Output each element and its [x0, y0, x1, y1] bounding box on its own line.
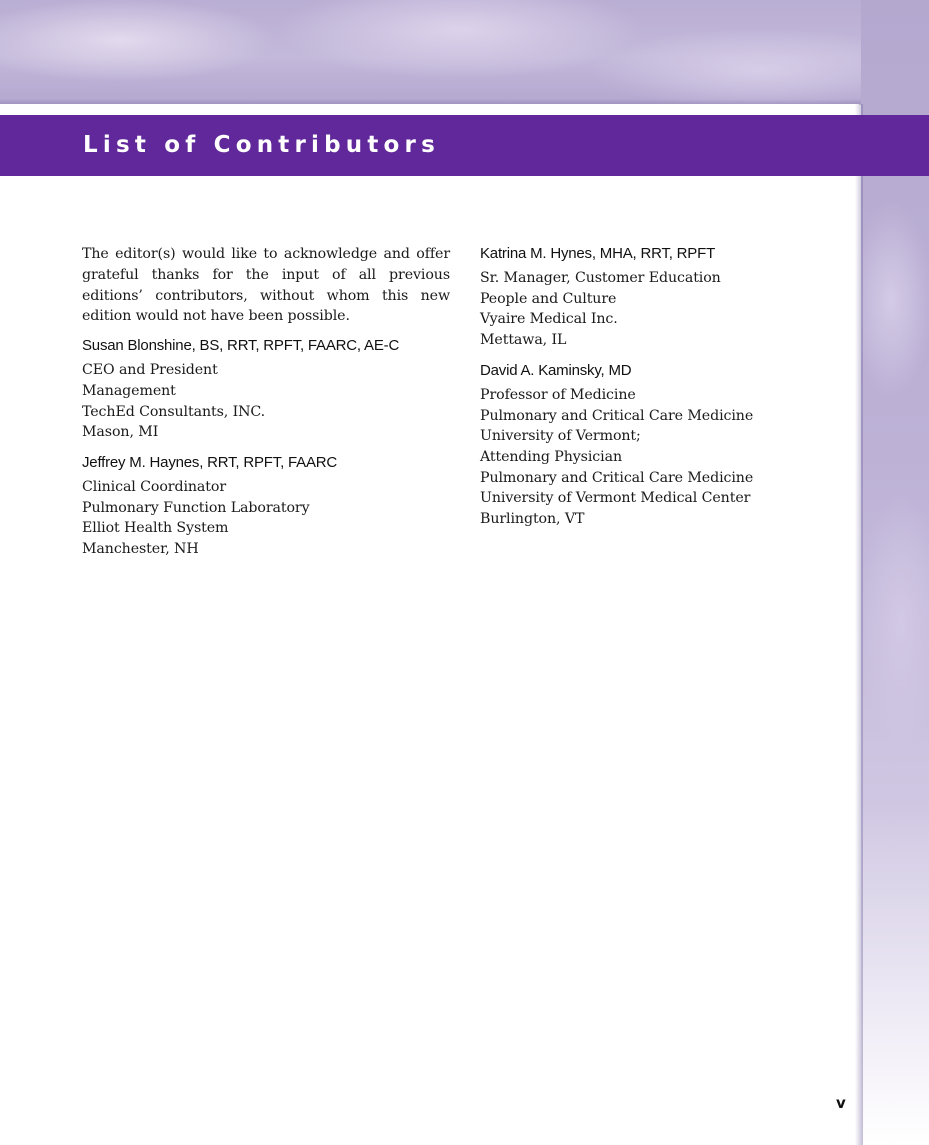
left-column	[82, 244, 450, 570]
contributor-title: Professor of Medicine	[480, 386, 636, 403]
page-number: v	[836, 1094, 846, 1112]
contributor-entry	[82, 336, 450, 443]
contributor-name: Susan Blonshine, BS, RRT, RPFT, FAARC, AE-C	[82, 337, 400, 355]
contributor-organization: University of Vermont;	[480, 428, 641, 445]
contributor-department: Pulmonary Function Laboratory	[82, 499, 310, 516]
contributor-location: Burlington, VT	[480, 511, 585, 528]
background-texture-top	[0, 0, 929, 104]
contributor-title: CEO and President	[82, 362, 218, 379]
contributor-organization: Vyaire Medical Inc.	[480, 311, 618, 328]
contributor-name: David A. Kaminsky, MD	[480, 361, 632, 379]
page-shadow-right	[855, 104, 863, 1145]
contributor-title: Sr. Manager, Customer Education	[480, 270, 721, 286]
contributor-entry	[82, 453, 450, 560]
intro-paragraph: The editor(s) would like to acknowledge and offer grateful thanks for the input of all previous editions’ contributors, without whom this new edition would not have been possible.	[82, 246, 450, 325]
contributor-location: Mason, MI	[82, 424, 159, 441]
contributor-organization: University of Vermont Medical Center	[480, 490, 751, 507]
contributor-entry	[480, 244, 810, 351]
contributor-title: Attending Physician	[480, 448, 622, 465]
contributor-organization: TechEd Consultants, INC.	[82, 403, 266, 420]
contributor-organization: Elliot Health System	[82, 520, 229, 537]
contributor-name: Katrina M. Hynes, MHA, RRT, RPFT	[480, 245, 716, 262]
page-title: List of Contributors	[83, 132, 440, 158]
contributor-name: Jeffrey M. Haynes, RRT, RPFT, FAARC	[82, 454, 338, 471]
contributor-department: Management	[82, 382, 176, 399]
contributor-department: People and Culture	[480, 290, 617, 307]
contributor-department: Pulmonary and Critical Care Medicine	[480, 407, 754, 424]
contributor-location: Mettawa, IL	[480, 332, 567, 349]
contributor-location: Manchester, NH	[82, 541, 199, 558]
contributor-department: Pulmonary and Critical Care Medicine	[480, 469, 754, 486]
right-column	[480, 244, 810, 540]
contributor-entry	[480, 361, 810, 530]
contributor-title: Clinical Coordinator	[82, 479, 227, 495]
